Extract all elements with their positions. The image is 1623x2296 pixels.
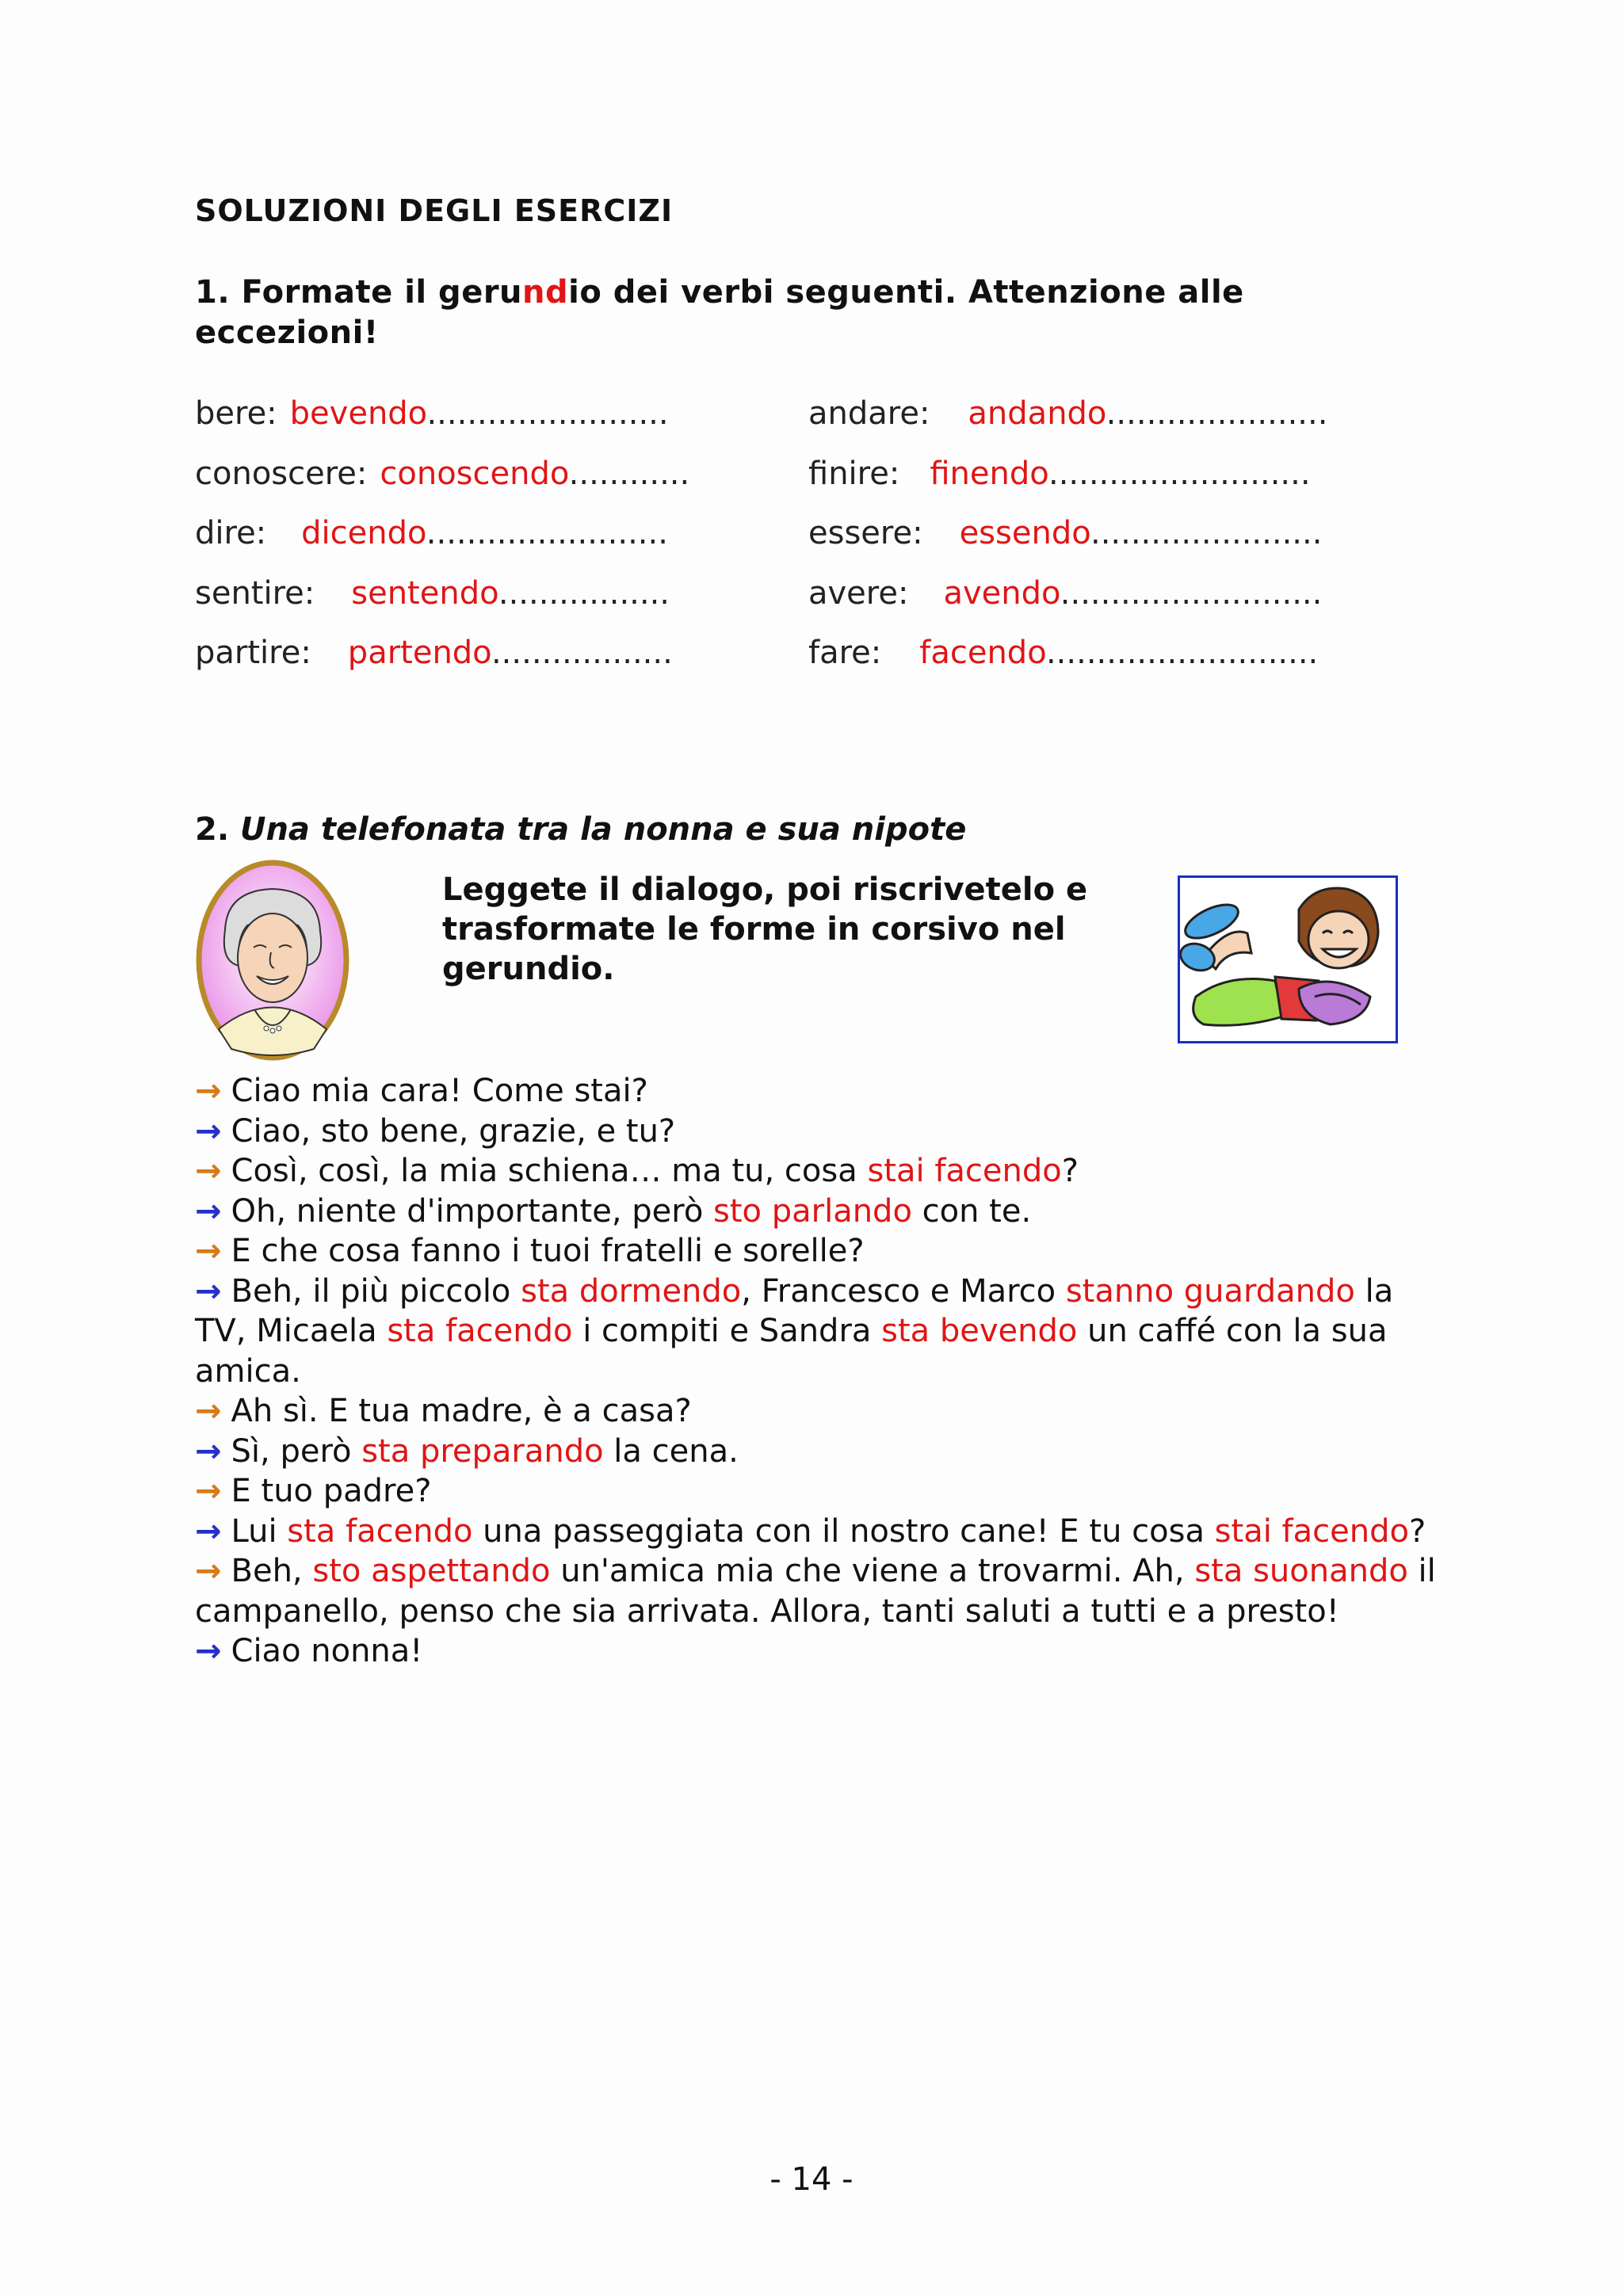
dialog-text: Ciao mia cara! Come stai? — [231, 1073, 648, 1109]
dialog-text: Ciao, sto bene, grazie, e tu? — [231, 1112, 676, 1150]
verb-cell-left — [195, 390, 669, 437]
gerund-answer: partendo — [347, 635, 491, 671]
dialog-text: E tuo padre? — [231, 1473, 432, 1509]
page-number: - 14 - — [769, 2161, 854, 2198]
dialog-text: un'amica mia che viene a trovarmi. Ah, — [550, 1553, 1195, 1589]
verb-row — [195, 570, 1431, 630]
verb-row — [195, 509, 1431, 570]
dotted-fill: ........................ — [426, 395, 669, 432]
dotted-fill: .......................... — [1060, 574, 1323, 612]
verb-cell-left — [195, 570, 670, 617]
arrow-icon: → — [195, 1192, 222, 1230]
dialog-line-nipote — [195, 1432, 1447, 1472]
exercise2-instruction: Leggete il dialogo, poi riscrivetelo e trasformate le forme in corsivo nel gerundio. — [442, 871, 1088, 987]
dialog-text: Lui — [231, 1512, 288, 1550]
verb-label: andare: — [808, 395, 930, 432]
verb-label: essere: — [808, 515, 923, 551]
dotted-fill: .......................... — [1048, 455, 1311, 492]
dialog-line-nonna — [195, 1071, 1447, 1112]
gerund-form: sta facendo — [387, 1313, 573, 1349]
arrow-icon: → — [195, 1112, 222, 1150]
gerund-answer: avendo — [943, 574, 1060, 612]
arrow-icon: → — [195, 1473, 222, 1509]
gerund-form: sto parlando — [713, 1192, 912, 1230]
gerund-form: sto aspettando — [312, 1553, 551, 1589]
verb-label: finire: — [808, 455, 900, 492]
gerund-answer: bevendo — [289, 395, 427, 432]
arrow-icon: → — [195, 1633, 222, 1669]
exercise2-heading-title: Una telefonata tra la nonna e sua nipote — [239, 811, 967, 848]
gerund-form: sta facendo — [287, 1512, 473, 1550]
grandma-illustration — [195, 859, 350, 1062]
dialog-line-nipote — [195, 1192, 1447, 1232]
gerund-answer: dicendo — [301, 515, 426, 551]
gerund-answer: facendo — [919, 635, 1046, 671]
dialog-line-nipote — [195, 1272, 1447, 1392]
exercise2-heading — [195, 811, 966, 848]
dialog-line-nonna — [195, 1391, 1447, 1432]
dialog-text: la cena. — [603, 1432, 739, 1470]
gerund-form: sta dormendo — [521, 1272, 742, 1310]
dotted-fill: ...................... — [1106, 395, 1328, 432]
dialog-line-nonna — [195, 1231, 1447, 1272]
dialog-text: Beh, — [231, 1553, 313, 1589]
dialog-text: il campanello, penso che sia arrivata. Allora, tanti saluti a tutti e a presto! — [195, 1553, 1436, 1630]
dotted-fill: ............ — [568, 455, 690, 492]
dialog-text: , Francesco e Marco — [741, 1272, 1066, 1310]
dialog-text: Ah sì. E tua madre, è a casa? — [231, 1393, 692, 1429]
gerund-answer: finendo — [930, 455, 1048, 492]
verb-cell-left — [195, 629, 673, 677]
dialog-text: Così, così, la mia schiena… ma tu, cosa — [231, 1153, 868, 1189]
verb-label: fare: — [808, 635, 882, 671]
dialog-text: ? — [1408, 1512, 1426, 1550]
dialog-line-nipote — [195, 1112, 1447, 1152]
dialog-line-nonna — [195, 1471, 1447, 1512]
exercise1-heading-pre: 1. Formate il geru — [195, 274, 523, 311]
dialog-text: Ciao nonna! — [231, 1633, 423, 1669]
arrow-icon: → — [195, 1553, 222, 1589]
verb-label: dire: — [195, 515, 267, 551]
exercise1-heading-post: io dei verbi seguenti. Attenzione alle eccezioni! — [195, 274, 1244, 351]
verb-label: partire: — [195, 635, 311, 671]
gerund-answer: andando — [968, 395, 1106, 432]
arrow-icon: → — [195, 1432, 222, 1470]
verb-cell-right — [808, 509, 1322, 557]
arrow-icon: → — [195, 1393, 222, 1429]
dialog-text: con te. — [911, 1192, 1032, 1230]
dialog-text: una passeggiata con il nostro cane! E tu cosa — [472, 1512, 1215, 1550]
dialog-line-nonna — [195, 1151, 1447, 1192]
grandma-icon — [195, 859, 350, 1062]
dialog — [195, 1071, 1447, 1672]
girl-icon — [1180, 878, 1396, 1041]
verb-cell-right — [808, 450, 1311, 498]
exercise2-heading-number: 2. — [195, 811, 230, 848]
arrow-icon: → — [195, 1233, 222, 1269]
dotted-fill: ................. — [498, 574, 670, 612]
arrow-icon: → — [195, 1153, 222, 1189]
gerund-answer: essendo — [959, 515, 1090, 551]
verb-row — [195, 450, 1431, 510]
verb-row — [195, 629, 1431, 689]
gerund-answer: conoscendo — [380, 455, 569, 492]
girl-illustration — [1178, 875, 1398, 1043]
gerund-form: sta suonando — [1194, 1553, 1408, 1589]
verb-row — [195, 390, 1431, 450]
dotted-fill: .................. — [491, 635, 673, 671]
dotted-fill: ........................ — [426, 515, 668, 551]
exercise1-heading — [195, 273, 1431, 353]
gerund-form: stai facendo — [1214, 1512, 1409, 1550]
arrow-icon: → — [195, 1512, 222, 1550]
gerund-answer: sentendo — [351, 574, 498, 612]
dotted-fill: ........................... — [1045, 635, 1319, 671]
verb-cell-right — [808, 390, 1327, 437]
verb-cell-right — [808, 629, 1318, 677]
dialog-line-nipote — [195, 1512, 1447, 1552]
gerund-form: stai facendo — [867, 1153, 1062, 1189]
dialog-text: Sì, però — [231, 1432, 362, 1470]
dotted-fill: ....................... — [1090, 515, 1323, 551]
page-title: SOLUZIONI DEGLI ESERCIZI — [195, 193, 674, 228]
dialog-text: la TV, Micaela — [195, 1272, 1394, 1349]
dialog-text: Beh, il più piccolo — [231, 1272, 521, 1310]
verb-cell-left — [195, 450, 689, 498]
gerund-form: sta preparando — [361, 1432, 604, 1470]
gerund-form: stanno guardando — [1065, 1272, 1355, 1310]
dialog-text: i compiti e Sandra — [572, 1313, 882, 1349]
dialog-text: un caffé con la sua amica. — [195, 1313, 1388, 1390]
verb-label: conoscere: — [195, 455, 368, 492]
dialog-line-nonna — [195, 1551, 1447, 1631]
dialog-text: E che cosa fanno i tuoi fratelli e sorelle? — [231, 1233, 865, 1269]
gerund-form: sta bevendo — [881, 1313, 1078, 1349]
verb-label: avere: — [808, 574, 909, 612]
verb-grid — [195, 390, 1431, 689]
verb-label: sentire: — [195, 574, 315, 612]
arrow-icon: → — [195, 1272, 222, 1310]
verb-cell-right — [808, 570, 1322, 617]
exercise1-heading-highlight: nd — [522, 274, 569, 311]
dialog-line-nipote — [195, 1631, 1447, 1672]
verb-cell-left — [195, 509, 668, 557]
dialog-text: Oh, niente d'importante, però — [231, 1192, 714, 1230]
verb-label: bere: — [195, 395, 277, 432]
dialog-text: ? — [1061, 1153, 1079, 1189]
arrow-icon: → — [195, 1073, 222, 1109]
